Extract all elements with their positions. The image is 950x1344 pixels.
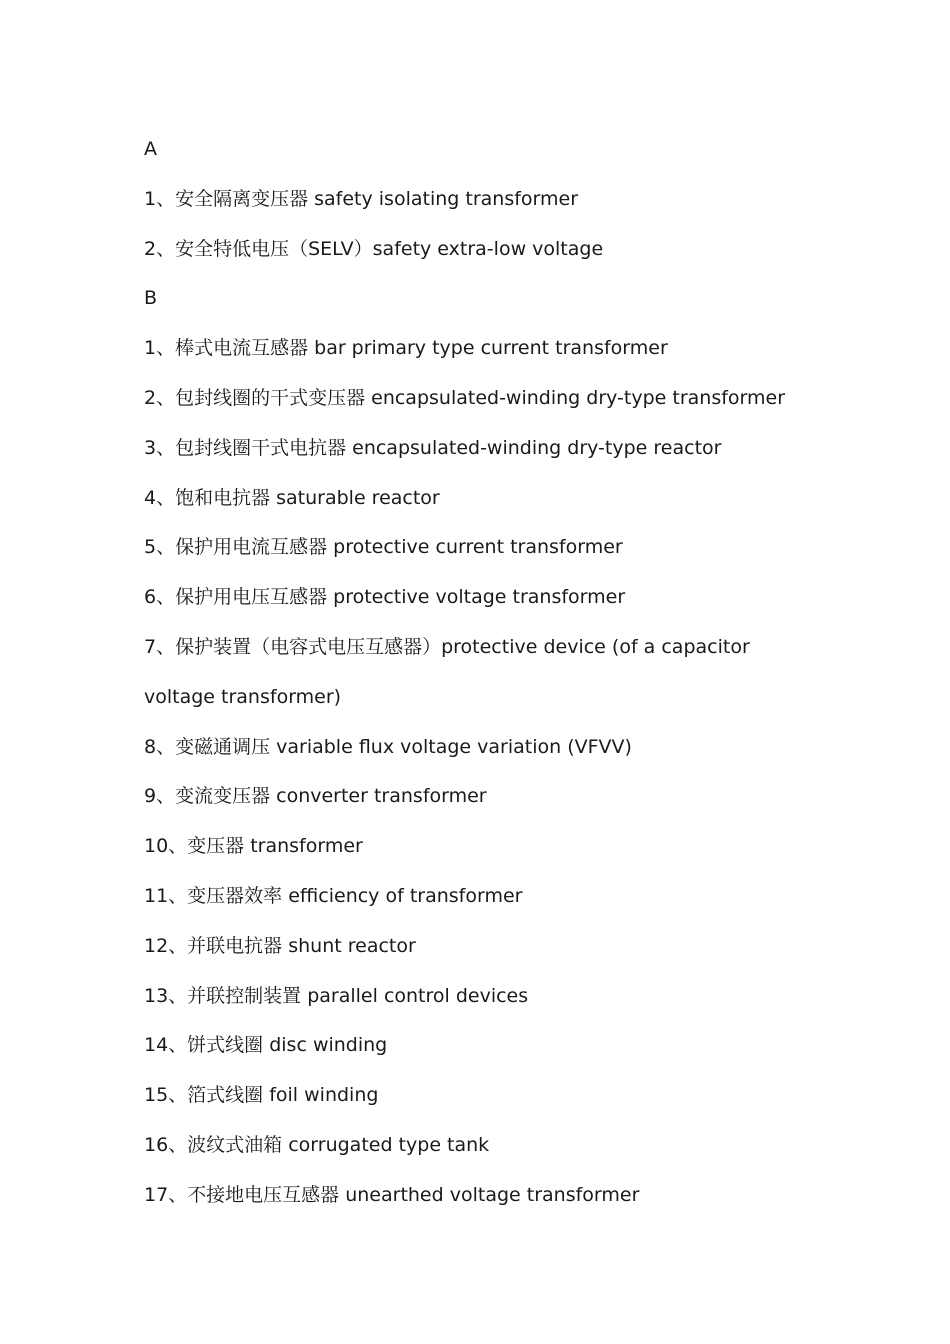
glossary-entry: 9、变流变压器 converter transformer [144,785,487,808]
glossary-entry: 14、饼式线圈 disc winding [144,1034,388,1057]
glossary-entry: 4、饱和电抗器 saturable reactor [144,486,440,509]
glossary-entry: 17、不接地电压互感器 unearthed voltage transformer [144,1183,640,1206]
section-letter-b: B [144,287,158,310]
glossary-entry: 8、变磁通调压 variable flux voltage variation (VFVV) [144,735,632,758]
glossary-entry: 10、变压器 transformer [144,835,363,858]
glossary-entry: 2、安全特低电压（SELV）safety extra-low voltage [144,237,604,260]
glossary-entry: 13、并联控制装置 parallel control devices [144,984,529,1007]
glossary-entry: 15、箔式线圈 foil winding [144,1084,379,1107]
glossary-entry: 16、波纹式油箱 corrugated type tank [144,1133,490,1156]
glossary-entry: 2、包封线圈的干式变压器 encapsulated-winding dry-type transformer [144,386,786,409]
glossary-entry: 1、棒式电流互感器 bar primary type current transformer [144,337,668,360]
glossary-entry: 11、变压器效率 efficiency of transformer [144,884,523,907]
section-letter-a: A [144,138,157,160]
glossary-entry: 7、保护装置（电容式电压互感器）protective device (of a capacitor [144,635,750,658]
document-page [144,125,824,1221]
glossary-entry-continuation: voltage transformer) [144,685,342,708]
glossary-entry: 3、包封线圈干式电抗器 encapsulated-winding dry-type reactor [144,436,722,459]
glossary-entry: 6、保护用电压互感器 protective voltage transformer [144,586,626,609]
glossary-entry: 5、保护用电流互感器 protective current transformer [144,536,623,559]
glossary-entry: 12、并联电抗器 shunt reactor [144,934,416,957]
glossary-entry: 1、安全隔离变压器 safety isolating transformer [144,187,579,210]
